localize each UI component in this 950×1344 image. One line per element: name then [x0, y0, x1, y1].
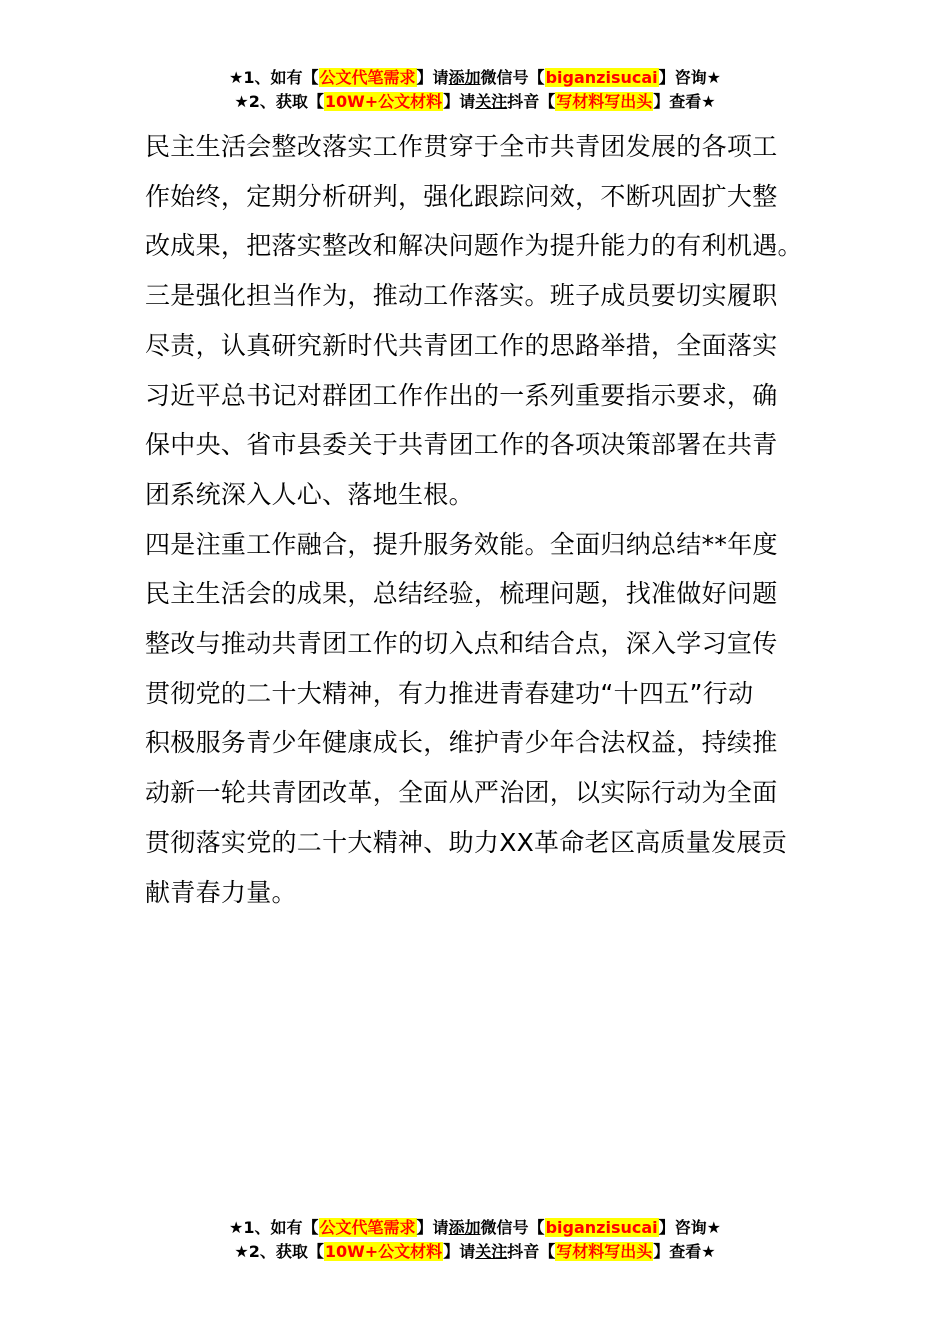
- text-line: 整改与推动共青团工作的切入点和结合点，深入学习宣传: [145, 629, 778, 659]
- banner-line-1: [0, 66, 950, 90]
- banner-text: ★2、获取【: [234, 1242, 324, 1261]
- highlight-text: 公文代笔需求: [319, 68, 416, 87]
- banner-text: 】查看★: [653, 1242, 716, 1261]
- highlight-text: 写材料写出头: [556, 92, 653, 111]
- banner-text: ★2、获取【: [234, 92, 324, 111]
- banner-text: 微信号【: [480, 68, 545, 87]
- text-line: 贯彻落实党的二十大精神、助力XX革命老区高质量发展贡: [145, 827, 788, 857]
- text-line: 三是强化担当作为，推动工作落实。班子成员要切实履职: [145, 281, 778, 311]
- banner-line-2: [0, 90, 950, 114]
- banner-text: 抖音【: [507, 1242, 556, 1261]
- underlined-text: 关注: [475, 1242, 508, 1261]
- text-line: 改成果，把落实整改和解决问题作为提升能力的有利机遇。: [145, 231, 803, 261]
- text-line: 团系统深入人心、落地生根。: [145, 479, 474, 509]
- banner-text: 】请: [443, 1242, 476, 1261]
- text-line: 献青春力量。: [145, 877, 297, 907]
- banner-text: ★1、如有【: [229, 68, 319, 87]
- highlight-text: biganzisucai: [545, 1218, 658, 1237]
- text-line: 保中央、省市县委关于共青团工作的各项决策部署在共青: [145, 430, 778, 460]
- banner-text: 抖音【: [507, 92, 556, 111]
- text-line: 积极服务青少年健康成长，维护青少年合法权益，持续推: [145, 728, 778, 758]
- banner-text: 】咨询★: [658, 1218, 721, 1237]
- text-line: 贯彻党的二十大精神，有力推进青春建功“十四五”行动: [145, 678, 754, 708]
- underlined-text: 添加: [448, 68, 481, 87]
- highlight-text: 公文代笔需求: [319, 1218, 416, 1237]
- underlined-text: 关注: [475, 92, 508, 111]
- text-line: 民主生活会整改落实工作贯穿于全市共青团发展的各项工: [145, 132, 778, 161]
- highlight-text: 写材料写出头: [556, 1242, 653, 1261]
- text-line: 尽责，认真研究新时代共青团工作的思路举措，全面落实: [145, 330, 778, 360]
- banner-text: ★1、如有【: [229, 1218, 319, 1237]
- banner-line-1: [0, 1216, 950, 1240]
- highlight-text: biganzisucai: [545, 68, 658, 87]
- banner-text: 】请: [416, 68, 449, 87]
- highlight-text: 10W+公文材料: [324, 1242, 443, 1261]
- text-line: 四是注重工作融合，提升服务效能。全面归纳总结**年度: [145, 529, 778, 559]
- banner-text: 】请: [443, 92, 476, 111]
- banner-line-2: [0, 1240, 950, 1264]
- underlined-text: 添加: [448, 1218, 481, 1237]
- banner-text: 】请: [416, 1218, 449, 1237]
- banner-text: 】咨询★: [658, 68, 721, 87]
- footer-banner: [0, 1216, 950, 1264]
- banner-text: 】查看★: [653, 92, 716, 111]
- text-line: 动新一轮共青团改革，全面从严治团，以实际行动为全面: [145, 778, 778, 808]
- banner-text: 微信号【: [480, 1218, 545, 1237]
- text-line: 作始终，定期分析研判，强化跟踪问效，不断巩固扩大整: [145, 181, 778, 211]
- header-banner: [0, 66, 950, 114]
- document-body: [145, 122, 825, 917]
- text-line: 民主生活会的成果，总结经验，梳理问题，找准做好问题: [145, 579, 778, 609]
- highlight-text: 10W+公文材料: [324, 92, 443, 111]
- text-line: 习近平总书记对群团工作作出的一系列重要指示要求，确: [145, 380, 778, 410]
